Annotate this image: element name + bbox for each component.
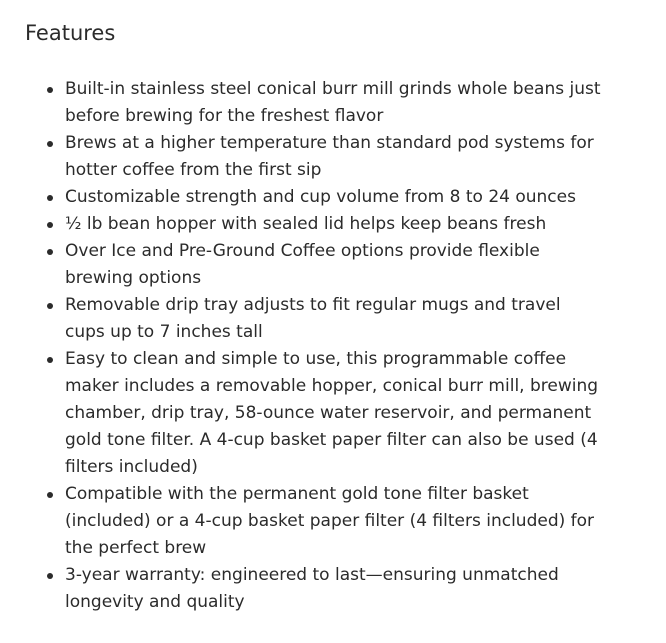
bullet-icon bbox=[47, 195, 53, 201]
feature-text: Compatible with the permanent gold tone filter basket (included) or a 4-cup basket paper filter (4 filters included) for the perfect brew bbox=[65, 484, 595, 558]
feature-text: Removable drip tray adjusts to fit regular mugs and travel cups up to 7 inches tall bbox=[65, 295, 561, 342]
feature-item bbox=[25, 211, 601, 238]
bullet-icon bbox=[47, 141, 53, 147]
feature-text: Brews at a higher temperature than standard pod systems for hotter coffee from the first sip bbox=[65, 133, 594, 180]
bullet-icon bbox=[47, 249, 53, 255]
feature-item bbox=[25, 346, 601, 481]
feature-item bbox=[25, 130, 601, 184]
bullet-icon bbox=[47, 87, 53, 93]
bullet-icon bbox=[47, 303, 53, 309]
feature-item bbox=[25, 481, 601, 562]
feature-text: Customizable strength and cup volume from 8 to 24 ounces bbox=[65, 187, 576, 207]
feature-item bbox=[25, 184, 601, 211]
features-section bbox=[25, 18, 650, 616]
feature-text: 3-year warranty: engineered to last—ensuring unmatched longevity and quality bbox=[65, 565, 559, 612]
feature-text: Built-in stainless steel conical burr mill grinds whole beans just before brewing for the freshest flavor bbox=[65, 79, 601, 126]
feature-item bbox=[25, 292, 601, 346]
bullet-icon bbox=[47, 222, 53, 228]
features-heading: Features bbox=[25, 21, 116, 45]
feature-item bbox=[25, 76, 601, 130]
feature-item bbox=[25, 238, 601, 292]
bullet-icon bbox=[47, 357, 53, 363]
feature-text: Easy to clean and simple to use, this programmable coffee maker includes a removable hopper, conical burr mill, brewing chamber, drip tray, 58-ounce water reservoir, and permanent gold tone filter. A 4-cup basket paper filter can also be used (4 filters included) bbox=[65, 349, 599, 477]
feature-text: ½ lb bean hopper with sealed lid helps keep beans fresh bbox=[65, 214, 547, 234]
feature-list bbox=[25, 76, 650, 616]
feature-item bbox=[25, 562, 601, 616]
feature-text: Over Ice and Pre-Ground Coffee options provide flexible brewing options bbox=[65, 241, 540, 288]
bullet-icon bbox=[47, 492, 53, 498]
bullet-icon bbox=[47, 573, 53, 579]
